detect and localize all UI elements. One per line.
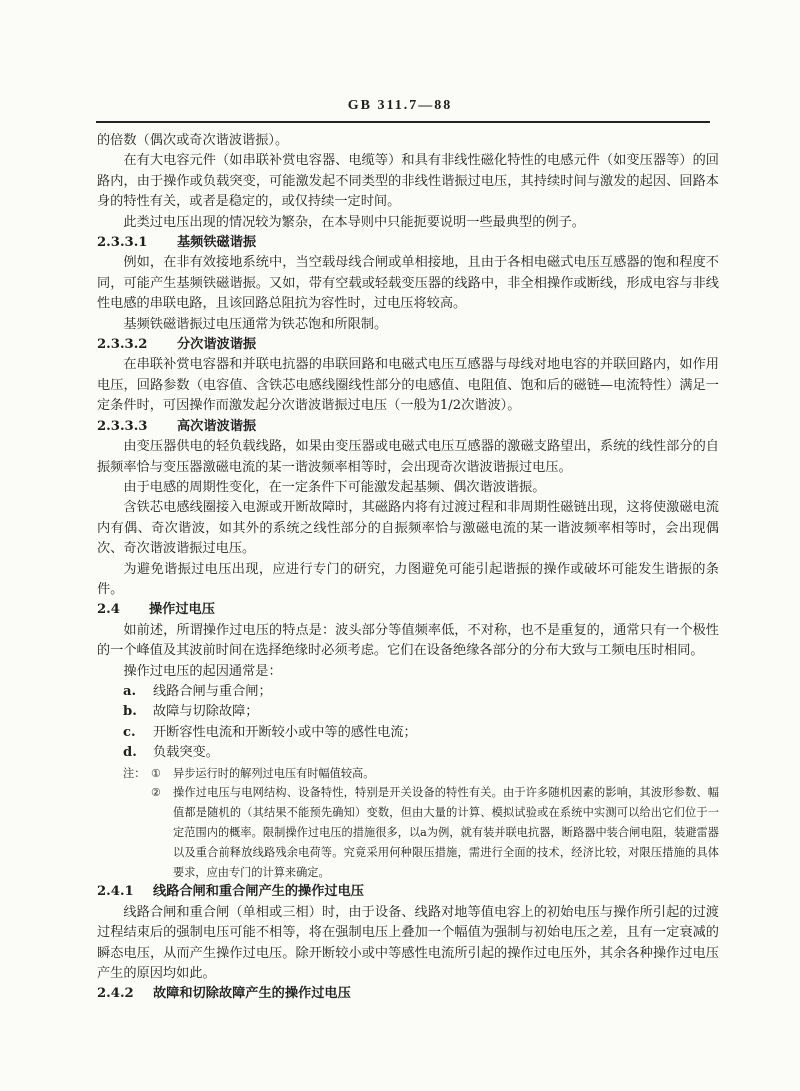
paragraph: 由变压器供电的轻负载线路，如果由变压器或电磁式电压互感器的激磁支路望出，系统的线性部分的自振频率恰与变压器激磁电流的某一谐波频率相等时，会出现奇次谐波谐振过电压。 <box>97 439 719 475</box>
section-heading <box>97 600 719 620</box>
section-title: 高次谐波谐振 <box>177 418 257 434</box>
list-item <box>97 682 719 702</box>
list-marker: a. <box>123 683 137 699</box>
section-title: 分次谐波谐振 <box>177 337 257 353</box>
list-item <box>97 743 719 763</box>
paragraph: 线路合闸和重合闸（单相或三相）时，由于设备、线路对地等值电容上的初始电压与操作所引起的过渡过程结束后的强制电压可能不相等，将在强制电压上叠加一个幅值为强制与初始电压之差，且有一定衰减的瞬态电压，从而产生操作过电压。除开断较小或中等感性电流所引起的操作过电压外，其余各种操作过电压产生的原因均如此。 <box>97 904 719 981</box>
cause-list <box>97 682 719 764</box>
list-item <box>97 723 719 743</box>
paragraph: 例如，在非有效接地系统中，当空载母线合闸或单相接地，且由于各相电磁式电压互感器的饱和程度不同，可能产生基频铁磁谐振。又如，带有空载或轻载变压器的线路中，非全相操作或断线，形成电容与非线性电感的串联电路，且该回路总阻抗为容性时，过电压将较高。 <box>97 255 719 312</box>
standard-number: GB 311.7—88 <box>347 98 453 113</box>
paragraph: 此类过电压出现的情况较为繁杂，在本导则中只能扼要说明一些最典型的例子。 <box>123 214 585 230</box>
paragraph: 操作过电压的起因通常是： <box>123 663 282 679</box>
section-title: 故障和切除故障产生的操作过电压 <box>153 986 351 1002</box>
paragraph: 的倍数（偶次或奇次谐波谐振）。 <box>97 133 289 148</box>
section-heading <box>97 417 719 437</box>
note-item <box>97 783 719 882</box>
section-heading <box>97 233 719 253</box>
section-number: 2.3.3.2 <box>97 337 148 353</box>
note-item <box>97 764 719 784</box>
list-marker: d. <box>123 745 137 761</box>
section-number: 2.4 <box>97 602 120 618</box>
list-text: 开断容性电流和开断较小或中等的感性电流； <box>153 724 417 740</box>
paragraph: 在串联补赏电容器和并联电抗器的串联回路和电磁式电压互感器与母线对地电容的并联回路内，如作用电压，回路参数（电容值、含铁芯电感线圈线性部分的电感值、电阻值、饱和后的磁链—电流特性）满足一定条件时，可因操作而激发起分次谐波谐振过电压（一般为1/2次谐波）。 <box>97 357 719 414</box>
section-title: 操作过电压 <box>149 602 215 618</box>
note-text: 操作过电压与电网结构、设备特性，特别是开关设备的特性有关。由于许多随机因素的影响，其波形参数、幅值都是随机的（其结果不能预先确知）变数，但由大量的计算、模拟试验或在系统中实测可以给出它们位于一定范围内的概率。限制操作过电压的措施很多，以a为例，就有装并联电抗器，断路器中装合闸电阻，装避雷器以及重合前释放线路残余电荷等。究竟采用何种限压措施，需进行全面的技术，经济比较，对限压措施的具体要求，应由专门的计算来确定。 <box>173 786 719 879</box>
list-text: 线路合闸与重合闸； <box>153 683 272 699</box>
note-label: 注： <box>123 766 146 780</box>
section-title: 基频铁磁谐振 <box>177 235 257 251</box>
list-text: 负载突变。 <box>153 745 219 761</box>
notes-block <box>97 764 719 883</box>
section-heading <box>97 984 719 1004</box>
header-rule <box>96 121 710 123</box>
section-heading <box>97 882 719 902</box>
note-marker: ② <box>151 786 162 800</box>
note-text: 异步运行时的解列过电压有时幅值较高。 <box>173 766 375 780</box>
section-title: 线路合闸和重合闸产生的操作过电压 <box>153 884 364 900</box>
paragraph: 基频铁磁谐振过电压通常为铁芯饱和所限制。 <box>123 316 388 332</box>
document-body <box>97 131 719 1005</box>
section-number: 2.3.3.1 <box>97 235 148 251</box>
list-item <box>97 702 719 722</box>
section-number: 2.4.2 <box>97 986 134 1002</box>
paragraph: 为避免谐振过电压出现，应进行专门的研究，力图避免可能引起谐振的操作或破坏可能发生谐振的条件。 <box>97 561 719 597</box>
list-text: 故障与切除故障； <box>153 704 259 720</box>
list-marker: b. <box>123 704 137 720</box>
list-marker: c. <box>123 724 136 740</box>
section-number: 2.4.1 <box>97 884 134 900</box>
note-marker: ① <box>151 766 162 780</box>
paragraph: 如前述，所谓操作过电压的特点是：波头部分等值频率低，不对称，也不是重复的，通常只有一个极性的一个峰值及其波前时间在选择绝缘时必须考虑。它们在设备绝缘各部分的分布大致与工频电压时相同。 <box>97 622 719 659</box>
paragraph: 含铁芯电感线圈接入电源或开断故障时，其磁路内将有过渡过程和非周期性磁链出现，这将使激磁电流内有偶、奇次谐波，如其外的系统之线性部分的自振频率恰与激磁电流的某一谐波频率相等时，会出现偶次、奇次谐波谐振过电压。 <box>97 500 719 557</box>
section-number: 2.3.3.3 <box>97 418 148 434</box>
section-heading <box>97 335 719 355</box>
paragraph: 由于电感的周期性变化，在一定条件下可能激发起基频、偶次谐波谐振。 <box>123 479 546 495</box>
paragraph: 在有大电容元件（如串联补赏电容器、电缆等）和具有非线性磁化特性的电感元件（如变压器等）的回路内，由于操作或负载突变，可能激发起不同类型的非线性谐振过电压，其持续时间与激发的起因、回路本身的特性有关，或者是稳定的，或仅持续一定时间。 <box>97 153 719 210</box>
